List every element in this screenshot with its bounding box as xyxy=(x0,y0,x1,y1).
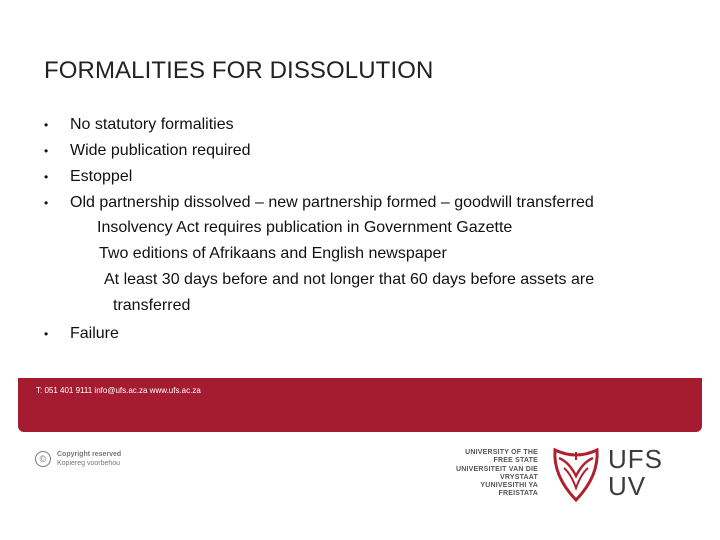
list-item xyxy=(44,323,694,349)
logo-line: UFS xyxy=(608,444,663,474)
copyright-line: Kopiereg voorbehou xyxy=(57,460,121,467)
university-name-line: YUNIVESITHI YA xyxy=(480,482,538,490)
university-name-line: UNIVERSITY OF THE xyxy=(465,449,538,456)
university-names xyxy=(448,449,538,499)
bullet-text: Estoppel xyxy=(70,168,133,185)
ufs-logo-text xyxy=(608,446,663,500)
bullet-text: Failure xyxy=(70,325,119,342)
university-name-line: FREE STATE xyxy=(493,457,538,465)
bullet-marker: • xyxy=(44,118,49,132)
bullet-marker: • xyxy=(44,170,49,184)
sub-point: Insolvency Act requires publication in Government Gazette xyxy=(97,219,513,236)
copyright-line: Copyright reserved xyxy=(57,451,122,458)
university-name-line: UNIVERSITEIT VAN DIE xyxy=(455,465,538,473)
university-name-line: VRYSTAAT xyxy=(499,473,538,481)
list-item xyxy=(44,192,694,218)
copyright-icon: © xyxy=(35,451,51,467)
list-item xyxy=(44,166,694,192)
contact-info: T: 051 401 9111 info@ufs.ac.za www.ufs.ac.za xyxy=(36,386,201,395)
university-crest-icon xyxy=(549,446,603,504)
bullet-text: Old partnership dissolved – new partnership formed – goodwill transferred xyxy=(70,194,594,211)
bullet-list xyxy=(44,114,694,218)
sub-point-continuation: transferred xyxy=(113,297,191,314)
copyright-notice xyxy=(35,450,121,468)
university-name-line: FREISTATA xyxy=(498,490,538,498)
sub-point: At least 30 days before and not longer that 60 days before assets are xyxy=(104,271,595,288)
bullet-text: No statutory formalities xyxy=(70,116,234,133)
sub-point: Two editions of Afrikaans and English newspaper xyxy=(99,245,447,262)
logo-line: UV xyxy=(608,471,647,501)
bullet-marker: • xyxy=(44,144,49,158)
list-item xyxy=(44,114,694,140)
bullet-list-tail xyxy=(44,323,694,349)
footer-band xyxy=(18,378,702,432)
list-item xyxy=(44,140,694,166)
bullet-text: Wide publication required xyxy=(70,142,251,159)
bullet-marker: • xyxy=(44,327,49,341)
bullet-marker: • xyxy=(44,196,49,210)
slide-title: FORMALITIES FOR DISSOLUTION xyxy=(44,57,434,84)
